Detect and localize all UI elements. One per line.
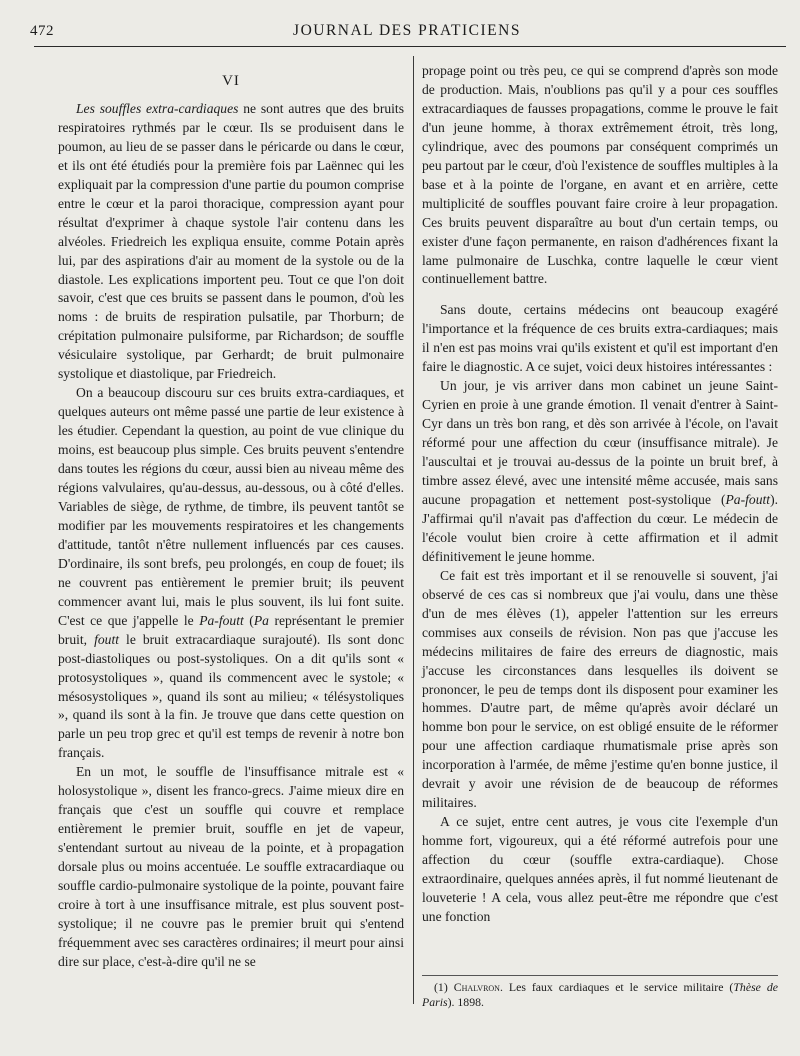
footnote-rule bbox=[422, 975, 778, 976]
paragraph-text: ). J'affirmai qu'il n'avait pas d'affection du cœur. Le médecin de l'école voulut bien croire à cette affirmation et il admit définitivement le jeune homme. bbox=[422, 491, 778, 564]
footnote-text: . Les faux cardiaques et le service militaire ( bbox=[499, 980, 734, 994]
page-number: 472 bbox=[30, 23, 54, 39]
paragraph bbox=[422, 377, 778, 567]
paragraph-text: le bruit extracardiaque surajouté). Ils sont donc post-diastoliques ou post-systoliques. On a dit qu'ils sont « protosystoliques », quand ils commencent avec le systole; « mésosystoliques », quand ils sont au milieu; « télésystoliques », quand ils sont à la fin. Je trouve que dans cette question on parle un peu trop grec et qu'il est temps de revenir à notre bon français. bbox=[58, 631, 404, 761]
column-divider bbox=[413, 56, 414, 1004]
paragraph-text: ( bbox=[243, 612, 254, 628]
paragraph-text: représentant le premier bruit, bbox=[58, 612, 404, 647]
paragraph: Ce fait est très important et il se renouvelle si souvent, j'ai observé de ces cas si nombreux que j'ai voulu, dans une thèse d'un de mes élèves (1), appeler l'attention sur les erreurs commises aux conseils de révision. Non pas que j'accuse les médecins militaires de faire des erreurs de diagnostic, mais j'accuse les circonstances dans lesquelles ils doivent se prononcer, le peu de temps dont ils disposent pour examiner les hommes. D'autre part, de même qu'après avoir déclaré un homme bon pour le service, on est obligé ensuite de le réformer pour une affection cardiaque rhumatismale prise après son incorporation à l'armée, de même j'estime qu'en bonne justice, il devrait y avoir une révision de de beaucoup de réformes militaires. bbox=[422, 567, 778, 811]
paragraph: En un mot, le souffle de l'insuffisance mitrale est « holosystolique », disent les franco-grecs. J'aime mieux dire en français que c'est un souffle qui couvre et remplace entièrement le premier bruit, souffle en jet de vapeur, s'entendant surtout au niveau de la pointe, et à propagation dorsale plus ou moins accentuée. Le souffle extracardiaque ou souffle cardio-pulmonaire systolique de la pointe, pouvant faire croire à tort à une insuffisance mitrale, est plus souvent post-systolique; il ne couvre pas le premier bruit qui s'entend fréquemment avec ses caractères ordinaires; il meurt pour ainsi dire sur place, c'est-à-dire qu'il ne se bbox=[58, 764, 404, 969]
paragraph: Sans doute, certains médecins ont beaucoup exagéré l'importance et la fréquence de ces bruits extra-cardiaques; mais il n'en est pas moins vrai qu'ils existent et qu'il est important d'en faire le diagnostic. A ce sujet, voici deux histoires intéressantes : bbox=[422, 302, 778, 375]
italic-term: Pa-foutt bbox=[199, 612, 244, 628]
footnote-text: ). 1898. bbox=[447, 995, 484, 1009]
paragraph-text: On a beaucoup discouru sur ces bruits extra-cardiaques, et quelques auteurs ont même passé une partie de leur existence à les étudier. Cependant la question, au point de vue clinique du moins, est beaucoup plus simple. Ces bruits peuvent s'entendre dans toutes les régions du cœur, aussi bien au niveau même des régions valvulaires, qu'au-dessus, au-dessous, ou à côté d'elles. Variables de siège, de rythme, de timbre, ils peuvent tantôt se modifier par les mouvements respiratoires et les changements d'attitude, tantôt n'être nullement influencés par ces causes. D'ordinaire, ils sont brefs, peu prolongés, en coup de fouet; ils ne couvrent pas entièrement le premier bruit; ils peuvent commencer avant lui, mais le plus souvent, ils lui font suite. C'est ce que j'appelle le bbox=[58, 385, 404, 628]
paragraph-text: ne sont autres que des bruits respiratoires rythmés par le cœur. Ils se produisent dans le poumon, au lieu de se passer dans le péricarde ou dans le cœur, et ils ont été étudiés pour la première fois par Laënnec qui les expliquait par la compression d'une partie du poumon comprise entre le cœur et la paroi thoracique, compression ayant pour résultat d'exprimer à chaque systole l'air contenu dans les alvéoles. Friedreich les expliqua ensuite, comme Potain après lui, par des aspirations d'air au moment de la systole ou de la diastole. Les explications importent peu. Tout ce que l'on doit savoir, c'est que ces bruits se passent dans le poumon, d'où les noms : de bruits de respiration pulsatile, par Thorburn; de crépitation pulmonaire pulsiforme, par Richardson; de souffle vésiculaire systolique, par Gerhardt; de bruit pulmonaire systolique et diastolique, par Friedreich. bbox=[58, 100, 404, 382]
italic-term: Pa bbox=[253, 612, 269, 628]
page-header bbox=[30, 18, 784, 44]
right-column bbox=[422, 62, 778, 927]
paragraph-lead-italic: Les souffles extra-cardiaques bbox=[76, 100, 239, 116]
left-column bbox=[58, 64, 404, 972]
italic-term: Pa-foutt bbox=[725, 491, 771, 507]
header-rule bbox=[34, 46, 786, 47]
paragraph: propage point ou très peu, ce qui se comprend d'après son mode de production. Mais, n'oublions pas qu'il y a pour ces souffles extracardiaques de fausses propagations, comme le prouve le fait d'un jeune homme, à thorax extrêmement étroit, très long, cylindrique, avec des poumons par conséquent comprimés un peu partout par le cœur, d'où l'existence de souffles multiples à la base et à la pointe de l'organe, en avant et en arrière, cette multiplicité de souffles pouvant faire croire à leur propagation. Ces bruits peuvent disparaître au bout d'un certain temps, ou exister d'une façon permanente, en raison d'adhérences fixant la lame pulmonaire de Luschka, contre laquelle le cœur vient continuellement battre. bbox=[422, 63, 778, 287]
footnote-marker: (1) bbox=[434, 980, 454, 994]
paragraph: A ce sujet, entre cent autres, je vous cite l'exemple d'un homme fort, vigoureux, qui a été réformé autrefois pour une affection du cœur (souffle extra-cardiaque). Chose extraordinaire, quelques années après, il fut nommé lieutenant de louveterie ! A cela, vous allez peut-être me répondre que c'est une fonction bbox=[422, 814, 778, 924]
paragraph bbox=[58, 384, 404, 763]
section-heading: VI bbox=[222, 73, 240, 89]
journal-title: JOURNAL DES PRATICIENS bbox=[293, 22, 521, 39]
footnote-thesis: Thèse de Paris bbox=[422, 980, 778, 1009]
italic-term: foutt bbox=[94, 631, 120, 647]
footnote-author: Chalvron bbox=[453, 980, 500, 994]
paragraph-text: Un jour, je vis arriver dans mon cabinet un jeune Saint-Cyrien en proie à une grande émotion. Il venait d'entrer à Saint-Cyr dans un très bon rang, et dès son arrivée à l'école, on l'avait réformé pour une affection du cœur (insuffisance mitrale). Je l'auscultai et je trouvai au-dessus de la pointe un bruit bref, à timbre assez élevé, avec une intensité même accusée, mais sans aucune propagation et nettement post-systolique ( bbox=[422, 378, 778, 507]
paragraph bbox=[58, 100, 404, 384]
footnote bbox=[422, 980, 778, 1010]
